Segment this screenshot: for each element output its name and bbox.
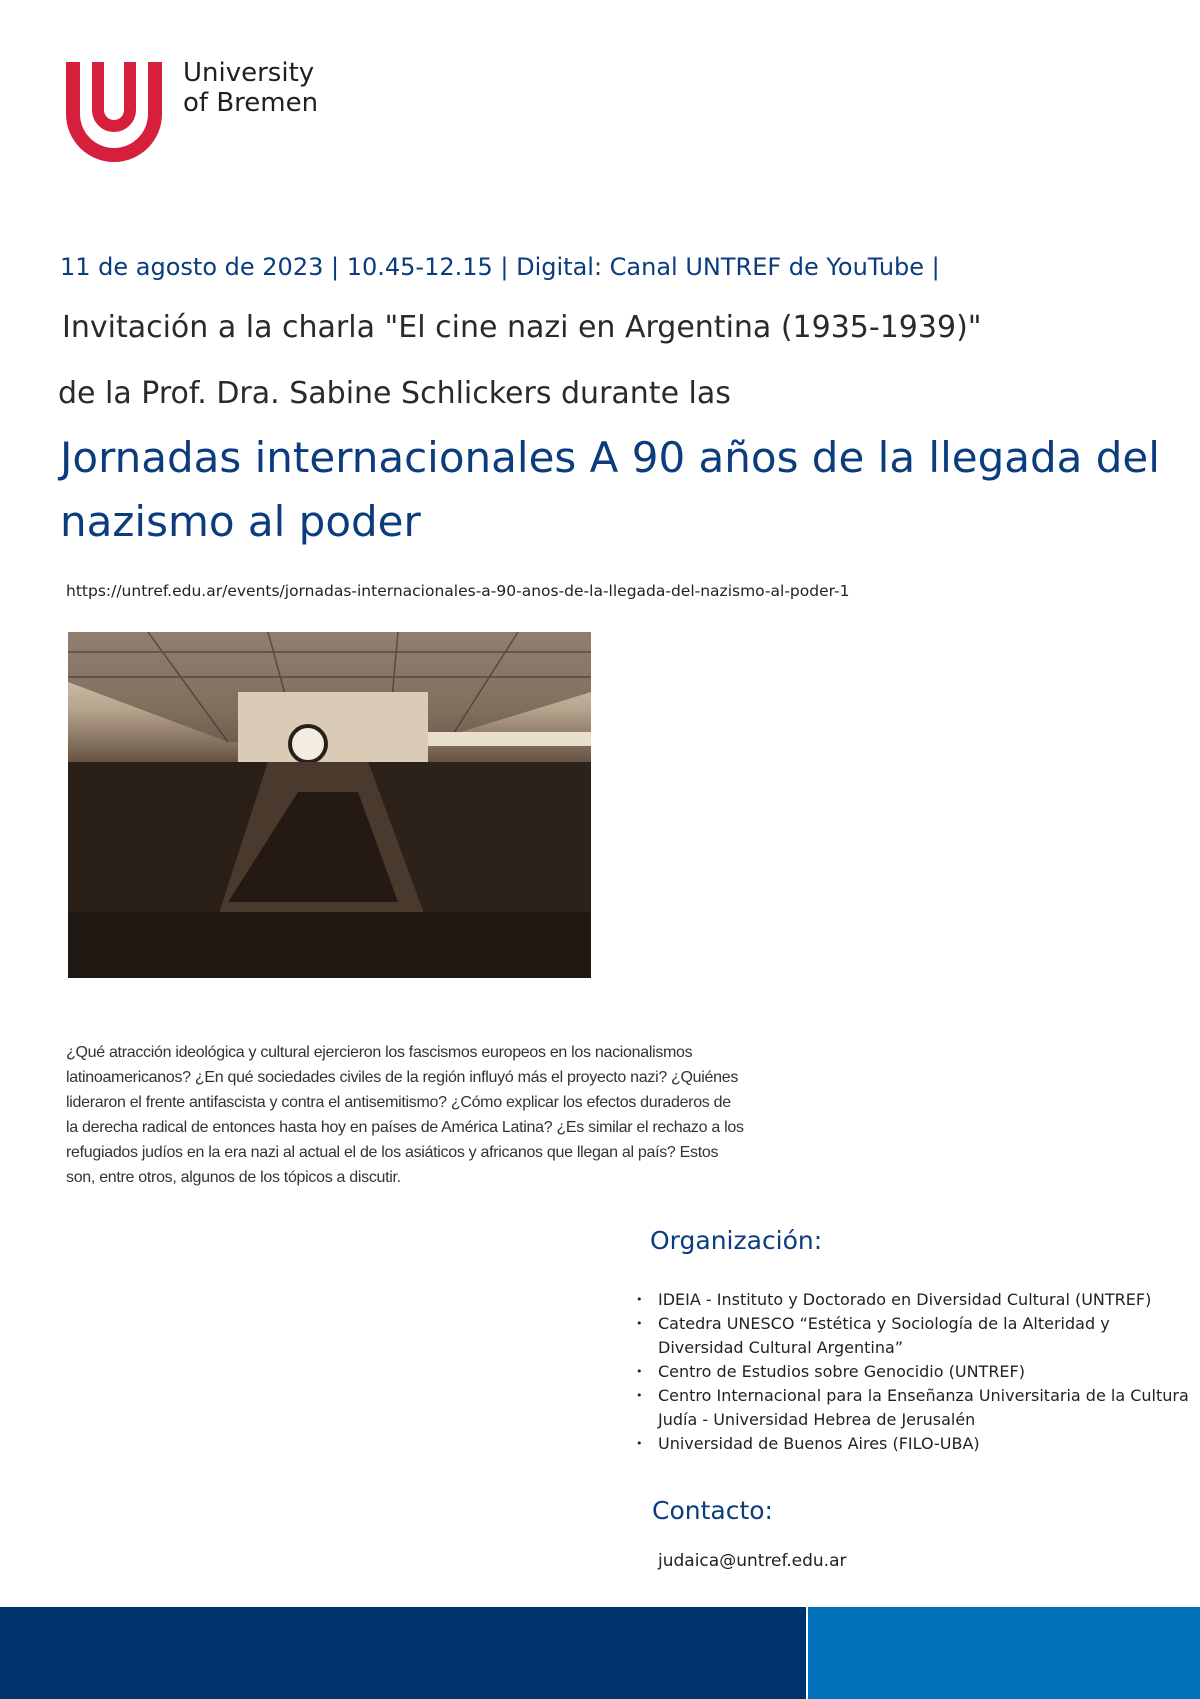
footer-bar-dark <box>0 1607 806 1699</box>
logo-line2: of Bremen <box>183 88 319 118</box>
footer-bar-light <box>808 1607 1200 1699</box>
list-item: • IDEIA - Instituto y Doctorado en Diversidad Cultural (UNTREF) <box>636 1288 1196 1312</box>
contact-title: Contacto: <box>652 1496 773 1525</box>
invitation-text: Invitación a la charla "El cine nazi en Argentina (1935-1939)" <box>62 310 982 345</box>
list-item: • Universidad de Buenos Aires (FILO-UBA) <box>636 1432 1196 1456</box>
event-date-line: 11 de agosto de 2023 | 10.45-12.15 | Digital: Canal UNTREF de YouTube | <box>60 253 940 281</box>
speaker-text: de la Prof. Dra. Sabine Schlickers durante las <box>58 376 731 411</box>
university-logo <box>64 62 164 164</box>
list-item: • Centro de Estudios sobre Genocidio (UNTREF) <box>636 1360 1196 1384</box>
list-item: • Centro Internacional para la Enseñanza Universitaria de la Cultura Judía - Universidad Hebrea de Jerusalén <box>636 1384 1196 1432</box>
description-paragraph: ¿Qué atracción ideológica y cultural ejercieron los fascismos europeos en los nacionalismos latinoamericanos? ¿En qué sociedades civiles de la región influyó más el proyecto nazi? ¿Quiénes lideraron el frente antifascista y contra el antisemitismo? ¿Cómo explicar los efectos duraderos de la derecha radical de entonces hasta hoy en países de América Latina? ¿Es similar el rechazo a los refugiados judíos en la era nazi al actual el de los asiáticos y africanos que llegan al país? Estos son, entre otros, algunos de los tópicos a discutir. <box>66 1044 744 1186</box>
logo-u-icon <box>64 62 164 164</box>
logo-line1: University <box>183 58 315 88</box>
logo-text <box>183 58 318 118</box>
event-title: Jornadas internacionales A 90 años de la llegada del nazismo al poder <box>60 433 1160 546</box>
event-url-link[interactable]: https://untref.edu.ar/events/jornadas-internacionales-a-90-anos-de-la-llegada-del-nazismo-al-poder-1 <box>66 582 850 600</box>
contact-email-link[interactable]: judaica@untref.edu.ar <box>658 1551 847 1571</box>
list-item: • Catedra UNESCO “Estética y Sociología de la Alteridad y Diversidad Cultural Argentina” <box>636 1312 1196 1360</box>
organization-title: Organización: <box>650 1226 823 1255</box>
rally-hall-image <box>68 632 591 978</box>
organization-list <box>636 1288 1196 1456</box>
historical-photo <box>68 632 591 978</box>
